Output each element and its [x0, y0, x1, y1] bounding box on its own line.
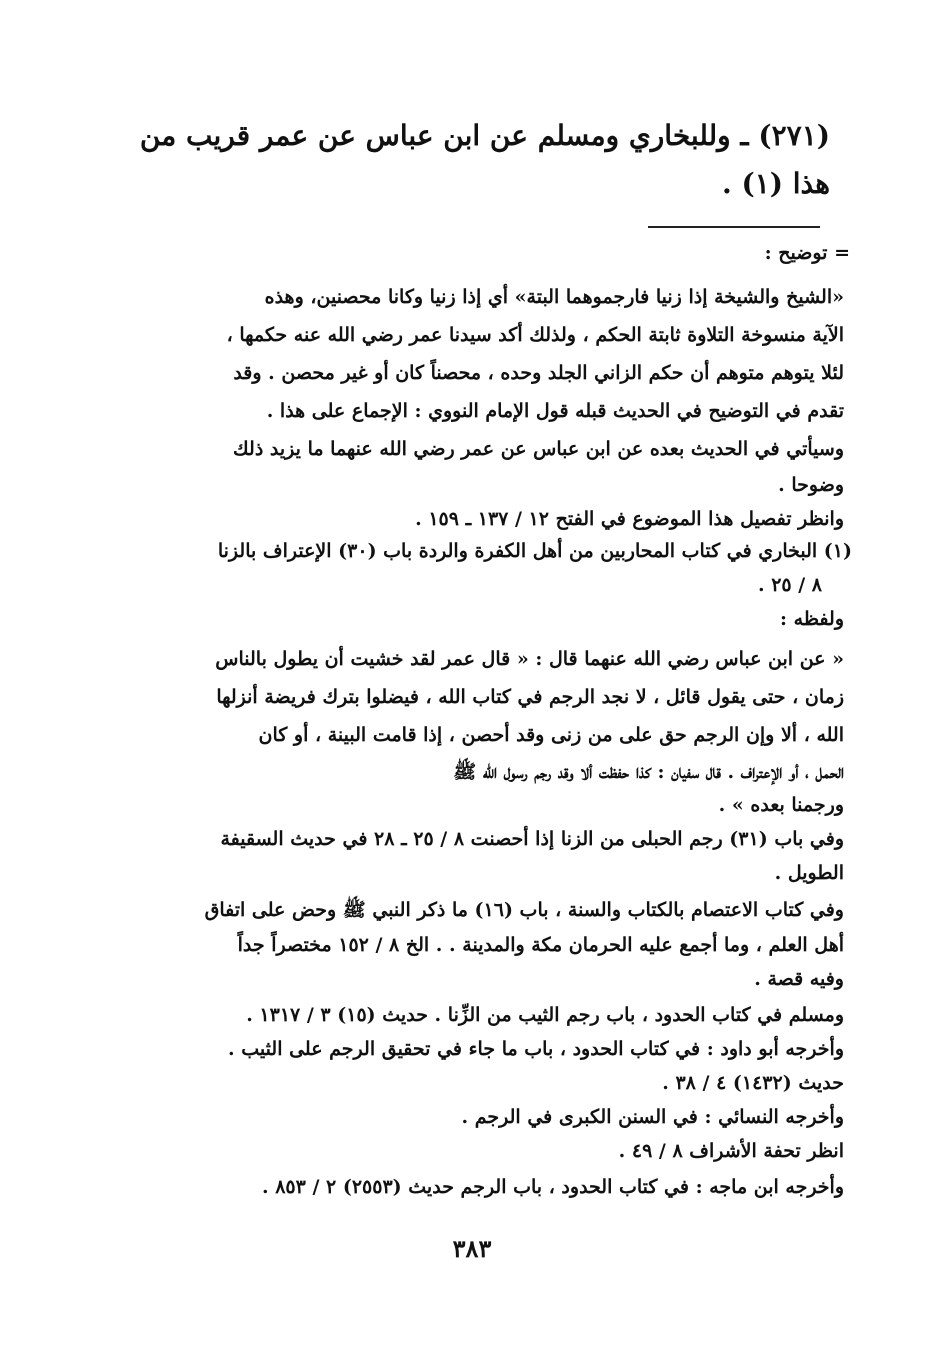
explanation-line: الآية منسوخة التلاوة ثابتة الحكم ، ولذلك أكد سيدنا عمر رضي الله عنه حكمها ، — [226, 324, 844, 346]
footnote-line: وأخرجه أبو داود : في كتاب الحدود ، باب ما جاء في تحقيق الرجم على الثيب . — [228, 1038, 844, 1060]
page-number: ٣٨٣ — [452, 1234, 492, 1263]
explanation-line: وضوحا . — [778, 474, 844, 496]
footnote-line: ٨ / ٢٥ . — [757, 574, 822, 596]
footnote-line: وفي باب (٣١) رجم الحبلى من الزنا إذا أحصنت ٨ / ٢٥ ـ ٢٨ في حديث السقيفة — [220, 828, 844, 850]
footnote-line: الطويل . — [774, 862, 844, 884]
footnote-line: وأخرجه النسائي : في السنن الكبرى في الرجم . — [461, 1106, 844, 1128]
footnote-line: وأخرجه ابن ماجه : في كتاب الحدود ، باب الرجم حديث (٢٥٥٣) ٢ / ٨٥٣ . — [261, 1176, 844, 1198]
footnote-divider — [648, 226, 820, 228]
explanation-heading: = توضيح : — [764, 242, 850, 264]
footnote-line: زمان ، حتى يقول قائل ، لا نجد الرجم في كتاب الله ، فيضلوا بترك فريضة أنزلها — [216, 686, 844, 708]
explanation-line: تقدم في التوضيح في الحديث قبله قول الإمام النووي : الإجماع على هذا . — [266, 400, 844, 422]
explanation-line: لئلا يتوهم متوهم أن حكم الزاني الجلد وحده ، محصناً كان أو غير محصن . وقد — [233, 362, 844, 384]
footnote-line: انظر تحفة الأشراف ٨ / ٤٩ . — [618, 1140, 844, 1162]
explanation-line: وانظر تفصيل هذا الموضوع في الفتح ١٢ / ١٣٧ ـ ١٥٩ . — [415, 508, 844, 530]
footnote-line: « عن ابن عباس رضي الله عنهما قال : « قال عمر لقد خشيت أن يطول بالناس — [215, 648, 844, 670]
footnote-line: (١) البخاري في كتاب المحاربين من أهل الكفرة والردة باب (٣٠) الإعتراف بالزنا — [217, 540, 852, 562]
main-hadith-line-1: (٢٧١) ـ وللبخاري ومسلم عن ابن عباس عن عمر قريب من — [139, 119, 830, 152]
footnote-line: حديث (١٤٣٢) ٤ / ٣٨ . — [662, 1072, 844, 1094]
footnote-line: ورجمنا بعده » . — [718, 794, 844, 816]
explanation-line: «الشيخ والشيخة إذا زنيا فارجموهما البتة» أي إذا زنيا وكانا محصنين، وهذه — [264, 286, 844, 308]
footnote-line: الله ، ألا وإن الرجم حق على من زنى وقد أحصن ، إذا قامت البينة ، أو كان — [258, 724, 844, 746]
main-hadith-line-2: هذا (١) . — [721, 167, 830, 200]
footnote-line: الحمل ، أو الإعتراف . قال سفيان : كذا حفظت ألا وقد رجم رسول الله ﷺ — [453, 761, 844, 783]
explanation-line: وسيأتي في الحديث بعده عن ابن عباس عن عمر رضي الله عنهما ما يزيد ذلك — [233, 438, 844, 460]
footnote-line: أهل العلم ، وما أجمع عليه الحرمان مكة والمدينة . . الخ ٨ / ١٥٢ مختصراً جداً — [237, 934, 844, 956]
footnote-line: ولفظه : — [780, 608, 844, 630]
main-hadith-text — [130, 112, 830, 208]
footnote-line: وفي كتاب الاعتصام بالكتاب والسنة ، باب (١٦) ما ذكر النبي ﷺ وحض على اتفاق — [204, 899, 844, 921]
footnote-line: ومسلم في كتاب الحدود ، باب رجم الثيب من الزِّنا . حديث (١٥) ٣ / ١٣١٧ . — [246, 1004, 844, 1026]
footnote-line: وفيه قصة . — [754, 968, 844, 990]
